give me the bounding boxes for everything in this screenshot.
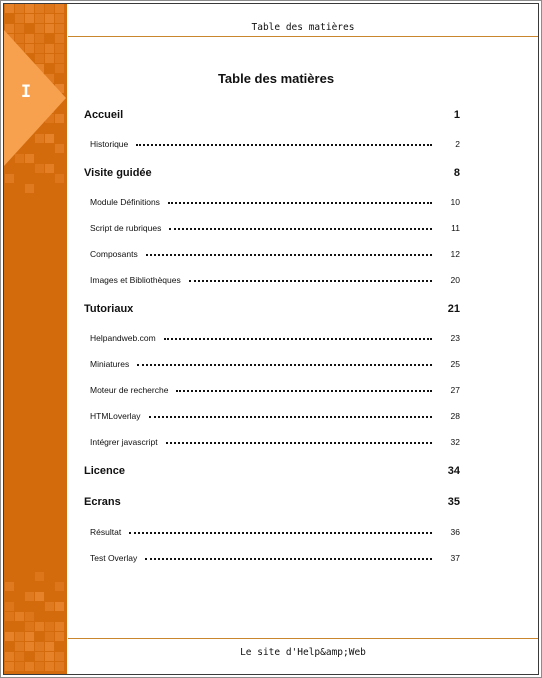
- toc-entry-page: 25: [450, 359, 460, 369]
- sidebar-mosaic-tile: [35, 572, 44, 581]
- toc-entry[interactable]: [84, 194, 460, 210]
- sidebar-mosaic-tile: [25, 632, 34, 641]
- sidebar-mosaic-tile: [25, 642, 34, 651]
- sidebar-mosaic-tile: [25, 4, 34, 13]
- sidebar-mosaic-tile: [55, 14, 64, 23]
- sidebar-mosaic-tile: [15, 652, 24, 661]
- sidebar-mosaic-tile: [5, 602, 14, 611]
- dot-leader: [149, 416, 432, 418]
- page-header: Table des matières: [251, 22, 355, 33]
- sidebar-mosaic-tile: [45, 652, 54, 661]
- sidebar-mosaic-tile: [45, 632, 54, 641]
- sidebar-mosaic-tile: [45, 642, 54, 651]
- sidebar-mosaic-tile: [5, 174, 14, 183]
- sidebar-mosaic-tile: [15, 662, 24, 671]
- toc-entry[interactable]: [84, 524, 460, 540]
- toc-entry[interactable]: [84, 550, 460, 566]
- toc-entry-label: Script de rubriques: [90, 223, 162, 233]
- toc-section[interactable]: [84, 165, 460, 181]
- toc-section-page: 21: [447, 303, 460, 315]
- dot-leader: [136, 144, 432, 146]
- toc-entry-page: 2: [455, 139, 460, 149]
- sidebar-mosaic-tile: [5, 4, 14, 13]
- sidebar-mosaic-tile: [5, 632, 14, 641]
- toc-entry-label: HTMLoverlay: [90, 411, 141, 421]
- sidebar-mosaic-tile: [15, 4, 24, 13]
- sidebar-mosaic-tile: [45, 4, 54, 13]
- sidebar-mosaic-tile: [5, 662, 14, 671]
- toc-entry-page: 23: [450, 333, 460, 343]
- sidebar-mosaic-tile: [15, 612, 24, 621]
- toc-entry-label: Helpandweb.com: [90, 333, 156, 343]
- toc-entry[interactable]: [84, 136, 460, 152]
- toc-entry[interactable]: [84, 356, 460, 372]
- dot-leader: [189, 280, 432, 282]
- dot-leader: [137, 364, 432, 366]
- sidebar-mosaic-tile: [55, 652, 64, 661]
- dot-leader: [176, 390, 432, 392]
- sidebar-mosaic-tile: [55, 582, 64, 591]
- toc-section[interactable]: [84, 301, 460, 317]
- toc-section-label: Visite guidée: [84, 167, 152, 179]
- sidebar-mosaic-tile: [35, 622, 44, 631]
- footer-rule: [68, 638, 538, 639]
- toc-section-page: 8: [453, 167, 460, 179]
- toc-entry-label: Moteur de recherche: [90, 385, 169, 395]
- toc-entry-label: Test Overlay: [90, 553, 138, 563]
- toc-section-label: Tutoriaux: [84, 303, 134, 315]
- sidebar-mosaic-tile: [35, 4, 44, 13]
- sidebar-mosaic-tile: [35, 592, 44, 601]
- page-footer: Le site d'Help&amp;Web: [240, 647, 366, 658]
- dot-leader: [166, 442, 432, 444]
- toc-entry-page: 32: [450, 437, 460, 447]
- sidebar-mosaic-tile: [25, 592, 34, 601]
- toc-entry-label: Historique: [90, 139, 129, 149]
- toc-entry-page: 11: [451, 223, 460, 233]
- dot-leader: [169, 228, 432, 230]
- toc-section-page: 35: [447, 496, 460, 508]
- sidebar-mosaic-tile: [55, 622, 64, 631]
- sidebar-mosaic-tile: [55, 662, 64, 671]
- toc-entry-label: Images et Bibliothèques: [90, 275, 181, 285]
- sidebar-mosaic-tile: [45, 14, 54, 23]
- toc-entry-label: Intégrer javascript: [90, 437, 158, 447]
- sidebar-mosaic-tile: [25, 184, 34, 193]
- toc-section-label: Licence: [84, 465, 125, 477]
- toc-entry-label: Composants: [90, 249, 138, 259]
- toc-entry[interactable]: [84, 408, 460, 424]
- sidebar-mosaic-tile: [35, 14, 44, 23]
- toc-entry[interactable]: [84, 434, 460, 450]
- toc-entry-page: 37: [450, 553, 460, 563]
- toc-entry-label: Résultat: [90, 527, 122, 537]
- toc-title: Table des matières: [217, 71, 335, 86]
- toc-section-page: 34: [447, 465, 460, 477]
- toc-entry-page: 20: [450, 275, 460, 285]
- toc-section-label: Accueil: [84, 109, 124, 121]
- sidebar-mosaic-tile: [55, 174, 64, 183]
- dot-leader: [164, 338, 432, 340]
- toc-entry-page: 36: [450, 527, 460, 537]
- sidebar-letter: I: [20, 82, 32, 102]
- toc-entry-page: 10: [450, 197, 460, 207]
- dot-leader: [168, 202, 432, 204]
- sidebar-mosaic-tile: [5, 582, 14, 591]
- sidebar-mosaic-tile: [55, 602, 64, 611]
- toc-section-label: Ecrans: [84, 496, 121, 508]
- toc-section[interactable]: [84, 463, 460, 479]
- toc-entry-page: 28: [450, 411, 460, 421]
- sidebar-mosaic-tile: [25, 14, 34, 23]
- dot-leader: [145, 558, 432, 560]
- toc-section[interactable]: [84, 494, 460, 510]
- dot-leader: [129, 532, 432, 534]
- sidebar-mosaic-tile: [55, 4, 64, 13]
- sidebar-mosaic-tile: [15, 632, 24, 641]
- header-rule: [68, 36, 538, 37]
- toc-entry-label: Module Définitions: [90, 197, 160, 207]
- sidebar-mosaic-tile: [55, 632, 64, 641]
- sidebar-mosaic-tile: [15, 642, 24, 651]
- sidebar-mosaic-tile: [25, 612, 34, 621]
- toc-section-page: 1: [453, 109, 460, 121]
- toc-entry[interactable]: [84, 272, 460, 288]
- toc-section[interactable]: [84, 107, 460, 123]
- sidebar-mosaic-tile: [35, 652, 44, 661]
- toc-entry[interactable]: [84, 246, 460, 262]
- toc-entry-page: 27: [450, 385, 460, 395]
- sidebar-mosaic-tile: [25, 662, 34, 671]
- sidebar-mosaic-tile: [45, 602, 54, 611]
- toc-entry[interactable]: [84, 382, 460, 398]
- toc-entry[interactable]: [84, 220, 460, 236]
- dot-leader: [146, 254, 432, 256]
- toc-entry-page: 12: [450, 249, 460, 259]
- sidebar-mosaic-tile: [25, 622, 34, 631]
- sidebar-mosaic-tile: [5, 652, 14, 661]
- sidebar-mosaic-tile: [35, 662, 44, 671]
- sidebar-mosaic-tile: [15, 14, 24, 23]
- sidebar-mosaic-tile: [45, 662, 54, 671]
- toc-entry[interactable]: [84, 330, 460, 346]
- toc-entry-label: Miniatures: [90, 359, 130, 369]
- sidebar-mosaic-tile: [35, 642, 44, 651]
- sidebar-mosaic-tile: [5, 612, 14, 621]
- sidebar-mosaic-tile: [45, 622, 54, 631]
